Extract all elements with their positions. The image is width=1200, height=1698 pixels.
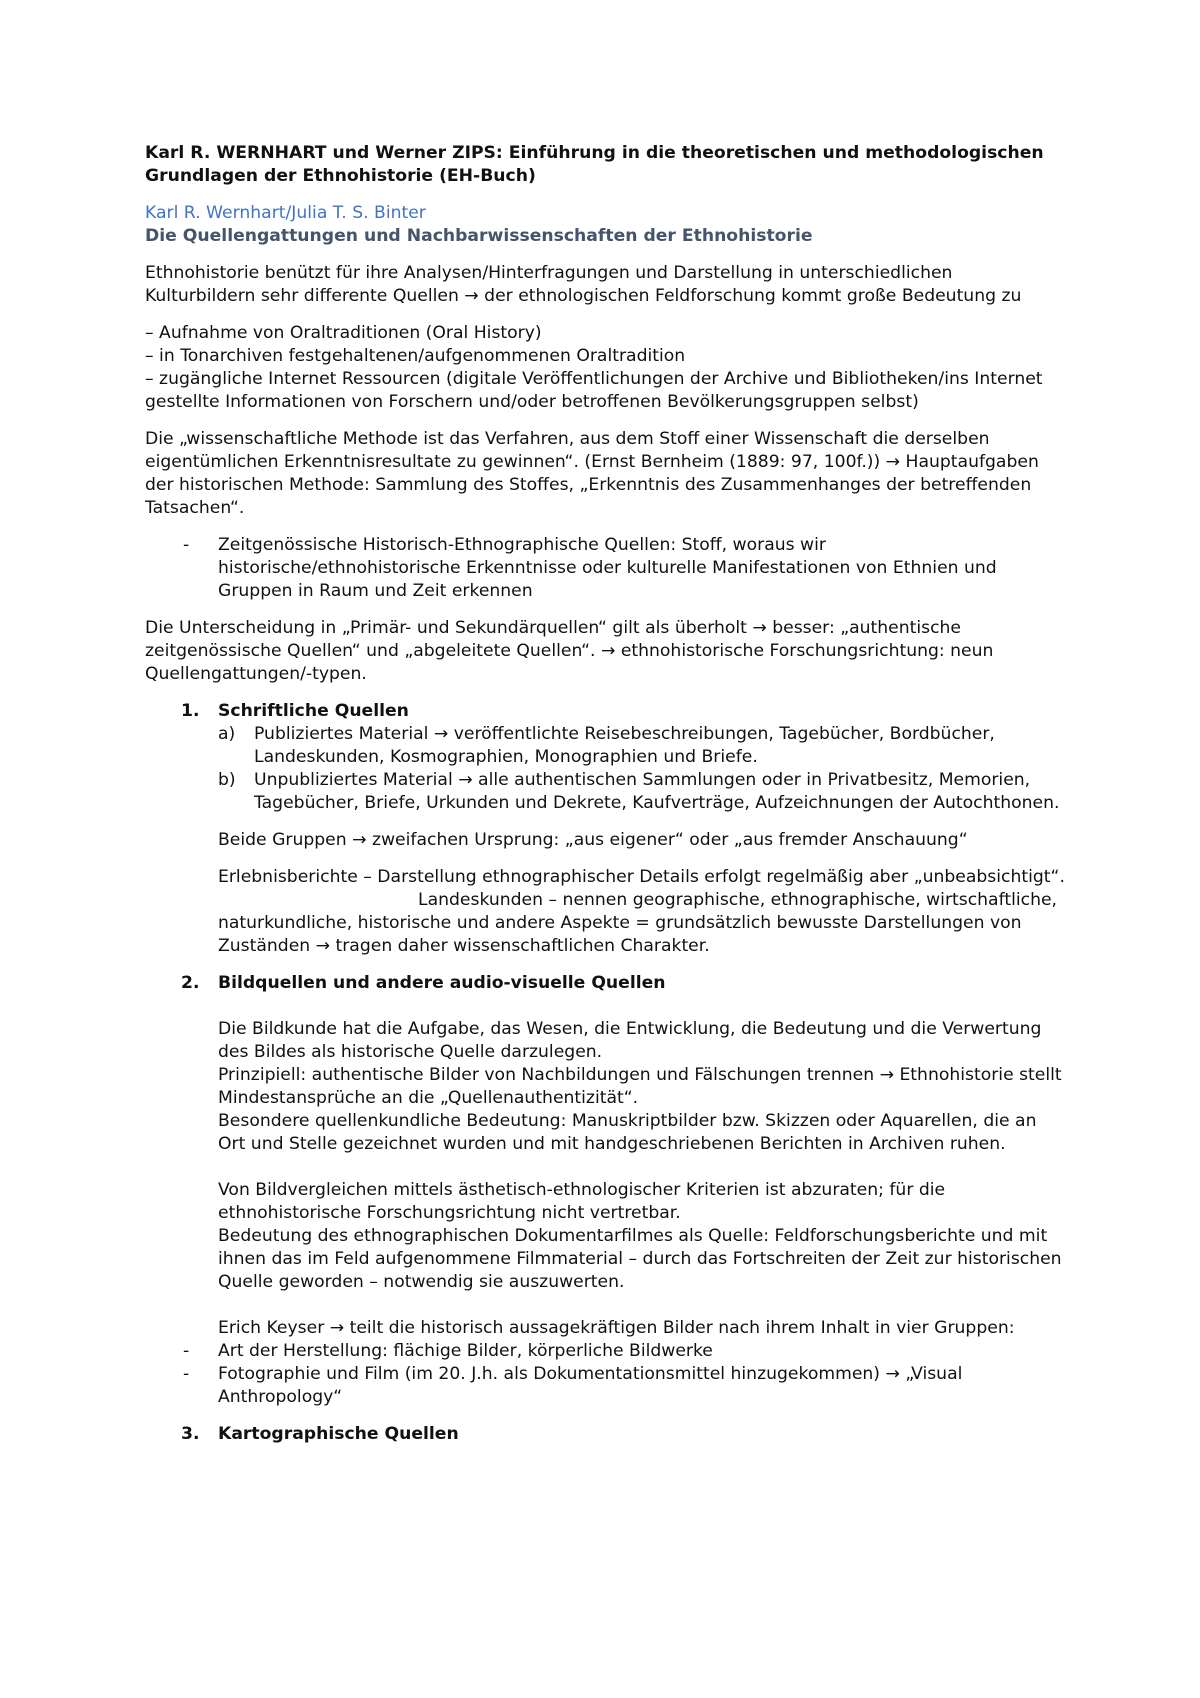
chapter-title: Die Quellengattungen und Nachbarwissenschaften der Ethnohistorie bbox=[145, 226, 813, 246]
experience-part-1: Erlebnisberichte – Darstellung ethnographischer Details erfolgt regelmäßig aber „unbeabsichtigt“. bbox=[218, 867, 1065, 887]
section-cartographic-sources bbox=[145, 1423, 1065, 1446]
section-heading: Schriftliche Quellen bbox=[218, 701, 409, 721]
image-sources-paragraph-1 bbox=[145, 1018, 1065, 1156]
document-page bbox=[145, 142, 1065, 1460]
document-title: Karl R. WERNHART und Werner ZIPS: Einführung in die theoretischen und methodologischen Grundlagen der Ethnohistorie (EH-Buch) bbox=[145, 143, 1044, 186]
paragraph-line: Von Bildvergleichen mittels ästhetisch-ethnologischer Kriterien ist abzuraten; für die ethnohistorische Forschungsrichtung nicht vertretbar. bbox=[218, 1180, 946, 1223]
experience-paragraph bbox=[145, 866, 1065, 958]
image-sources-paragraph-2 bbox=[145, 1179, 1065, 1294]
contemporary-sources-item: - Zeitgenössische Historisch-Ethnographische Quellen: Stoff, woraus wir historische/ethnohistorische Erkenntnisse oder kulturelle Manifestationen von Ethnien und Gruppen in Raum und Zeit erkennen bbox=[145, 534, 1065, 603]
keyser-list-item: - Art der Herstellung: flächige Bilder, körperliche Bildwerke bbox=[145, 1340, 1065, 1363]
sources-list-item: – Aufnahme von Oraltraditionen (Oral History) bbox=[145, 323, 542, 343]
paragraph-line: Bedeutung des ethnographischen Dokumentarfilmes als Quelle: Feldforschungsberichte und mit ihnen das im Feld aufgenommene Filmmaterial – durch das Fortschreiten der Zeit zur historischen Quelle geworden – notwendig sie auszuwerten. bbox=[218, 1226, 1062, 1292]
sources-list bbox=[145, 322, 1065, 414]
method-paragraph: Die „wissenschaftliche Methode ist das Verfahren, aus dem Stoff einer Wissenschaft die derselben eigentümlichen Erkenntnisresultate zu gewinnen“. (Ernst Bernheim (1889: 97, 100f.)) → Hauptaufgaben der historischen Methode: Sammlung des Stoffes, „Erkenntnis des Zusammenhanges der betreffenden Tatsachen“. bbox=[145, 429, 1039, 518]
sources-list-item: – in Tonarchiven festgehaltenen/aufgenommenen Oraltradition bbox=[145, 346, 686, 366]
section-written-sources bbox=[145, 700, 1065, 958]
origin-paragraph: Beide Gruppen → zweifachen Ursprung: „aus eigener“ oder „aus fremder Anschauung“ bbox=[218, 830, 968, 850]
contemporary-sources-list bbox=[145, 534, 1065, 603]
paragraph-line: Besondere quellenkundliche Bedeutung: Manuskriptbilder bzw. Skizzen oder Aquarellen, die an Ort und Stelle gezeichnet wurden und mit handgeschriebenen Berichten in Archiven ruhen. bbox=[218, 1111, 1037, 1154]
sublist-text: Unpubliziertes Material → alle authentischen Sammlungen oder in Privatbesitz, Memorien, Tagebücher, Briefe, Urkunden und Dekrete, Kaufverträge, Aufzeichnungen der Autochthonen. bbox=[254, 770, 1060, 813]
intro-paragraph: Ethnohistorie benützt für ihre Analysen/Hinterfragungen und Darstellung in unterschiedlichen Kulturbildern sehr differente Quellen → der ethnologischen Feldforschung kommt große Bedeutung zu bbox=[145, 263, 1022, 306]
paragraph-line: Prinzipiell: authentische Bilder von Nachbildungen und Fälschungen trennen → Ethnohistorie stellt Mindestansprüche an die „Quellenauthentizität“. bbox=[218, 1065, 1062, 1108]
section-heading: Bildquellen und andere audio-visuelle Quellen bbox=[218, 973, 666, 993]
sublist-text: Publiziertes Material → veröffentlichte Reisebeschreibungen, Tagebücher, Bordbücher, Landeskunden, Kosmographien, Monographien und Briefe. bbox=[254, 724, 995, 767]
sublist-marker: a) bbox=[218, 724, 236, 744]
chapter-authors: Karl R. Wernhart/Julia T. S. Binter bbox=[145, 203, 426, 223]
section-number: 1. bbox=[181, 701, 200, 721]
section-number: 2. bbox=[181, 973, 200, 993]
sublist-marker: b) bbox=[218, 770, 236, 790]
section-image-sources bbox=[145, 972, 1065, 1409]
distinction-paragraph: Die Unterscheidung in „Primär- und Sekundärquellen“ gilt als überholt → besser: „authentische zeitgenössische Quellen“ und „abgeleitete Quellen“. → ethnohistorische Forschungsrichtung: neun Quellengattungen/-typen. bbox=[145, 618, 994, 684]
section-heading: Kartographische Quellen bbox=[218, 1424, 459, 1444]
paragraph-line: Die Bildkunde hat die Aufgabe, das Wesen, die Entwicklung, die Bedeutung und die Verwertung des Bildes als historische Quelle darzulegen. bbox=[218, 1019, 1042, 1062]
written-sources-sublist bbox=[145, 723, 1065, 815]
keyser-list-item: - Fotographie und Film (im 20. J.h. als Dokumentationsmittel hinzugekommen) → „Visual Anthropology“ bbox=[145, 1363, 1065, 1409]
keyser-list bbox=[145, 1340, 1065, 1409]
section-number: 3. bbox=[181, 1424, 200, 1444]
keyser-paragraph: Erich Keyser → teilt die historisch aussagekräftigen Bilder nach ihrem Inhalt in vier Gruppen: bbox=[218, 1318, 1015, 1338]
sublist-item bbox=[145, 723, 1065, 769]
sources-list-item: – zugängliche Internet Ressourcen (digitale Veröffentlichungen der Archive und Bibliotheken/ins Internet gestellte Informationen von Forschern und/oder betroffenen Bevölkerungsgruppen selbst) bbox=[145, 369, 1043, 412]
sublist-item bbox=[145, 769, 1065, 815]
experience-part-2: Landeskunden – nennen geographische, ethnographische, wirtschaftliche, naturkundliche, historische und andere Aspekte = grundsätzlich bewusste Darstellungen von Zuständen → tragen daher wissenschaftlichen Charakter. bbox=[218, 890, 1058, 956]
